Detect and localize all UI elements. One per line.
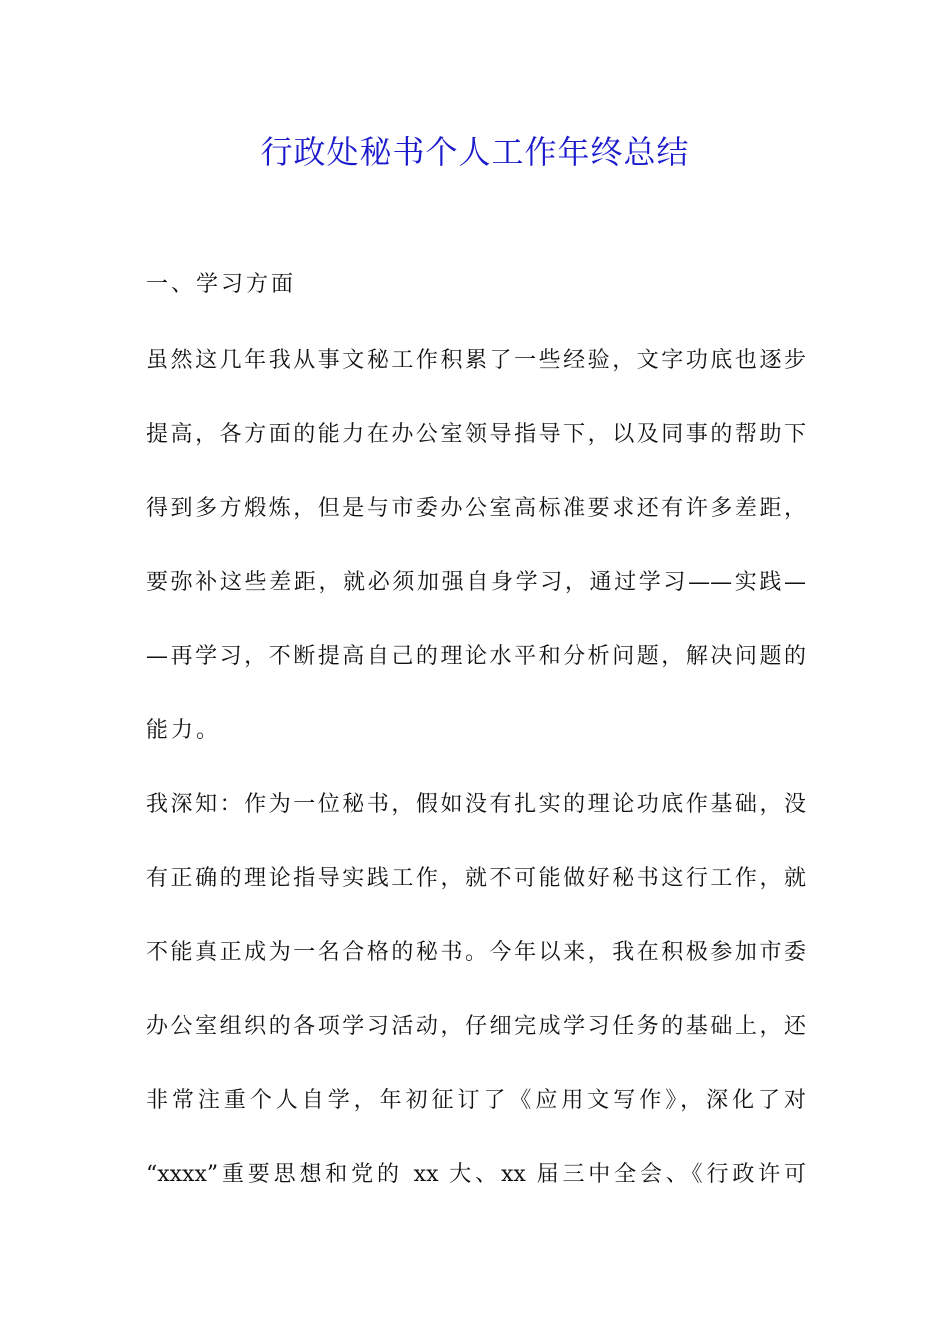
paragraph-1-line: 要弥补这些差距，就必须加强自身学习，通过学习——实践— — [146, 570, 806, 595]
paragraph-1-line: 提高，各方面的能力在办公室领导指导下，以及同事的帮助下 — [146, 422, 806, 447]
paragraph-2-line: 办公室组织的各项学习活动，仔细完成学习任务的基础上，还 — [146, 1014, 806, 1039]
paragraph-1-line: 能力。 — [146, 718, 222, 743]
paragraph-1-line: 得到多方煅炼，但是与市委办公室高标准要求还有许多差距， — [146, 496, 806, 521]
paragraph-2-line: 我深知：作为一位秘书，假如没有扎实的理论功底作基础，没 — [146, 792, 806, 817]
paragraph-2-line: 有正确的理论指导实践工作，就不可能做好秘书这行工作，就 — [146, 866, 806, 891]
paragraph-2-line: “xxxx”重要思想和党的 xx 大、xx 届三中全会、《行政许可 — [146, 1162, 806, 1187]
section-heading-study: 一、学习方面 — [146, 272, 297, 297]
paragraph-1-line: —再学习，不断提高自己的理论水平和分析问题，解决问题的 — [146, 644, 806, 669]
paragraph-2-line: 不能真正成为一名合格的秘书。今年以来，我在积极参加市委 — [146, 940, 806, 965]
paragraph-2-line: 非常注重个人自学，年初征订了《应用文写作》，深化了对 — [146, 1088, 806, 1113]
paragraph-1-line: 虽然这几年我从事文秘工作积累了一些经验，文字功底也逐步 — [146, 348, 806, 373]
document-title: 行政处秘书个人工作年终总结 — [260, 133, 690, 171]
